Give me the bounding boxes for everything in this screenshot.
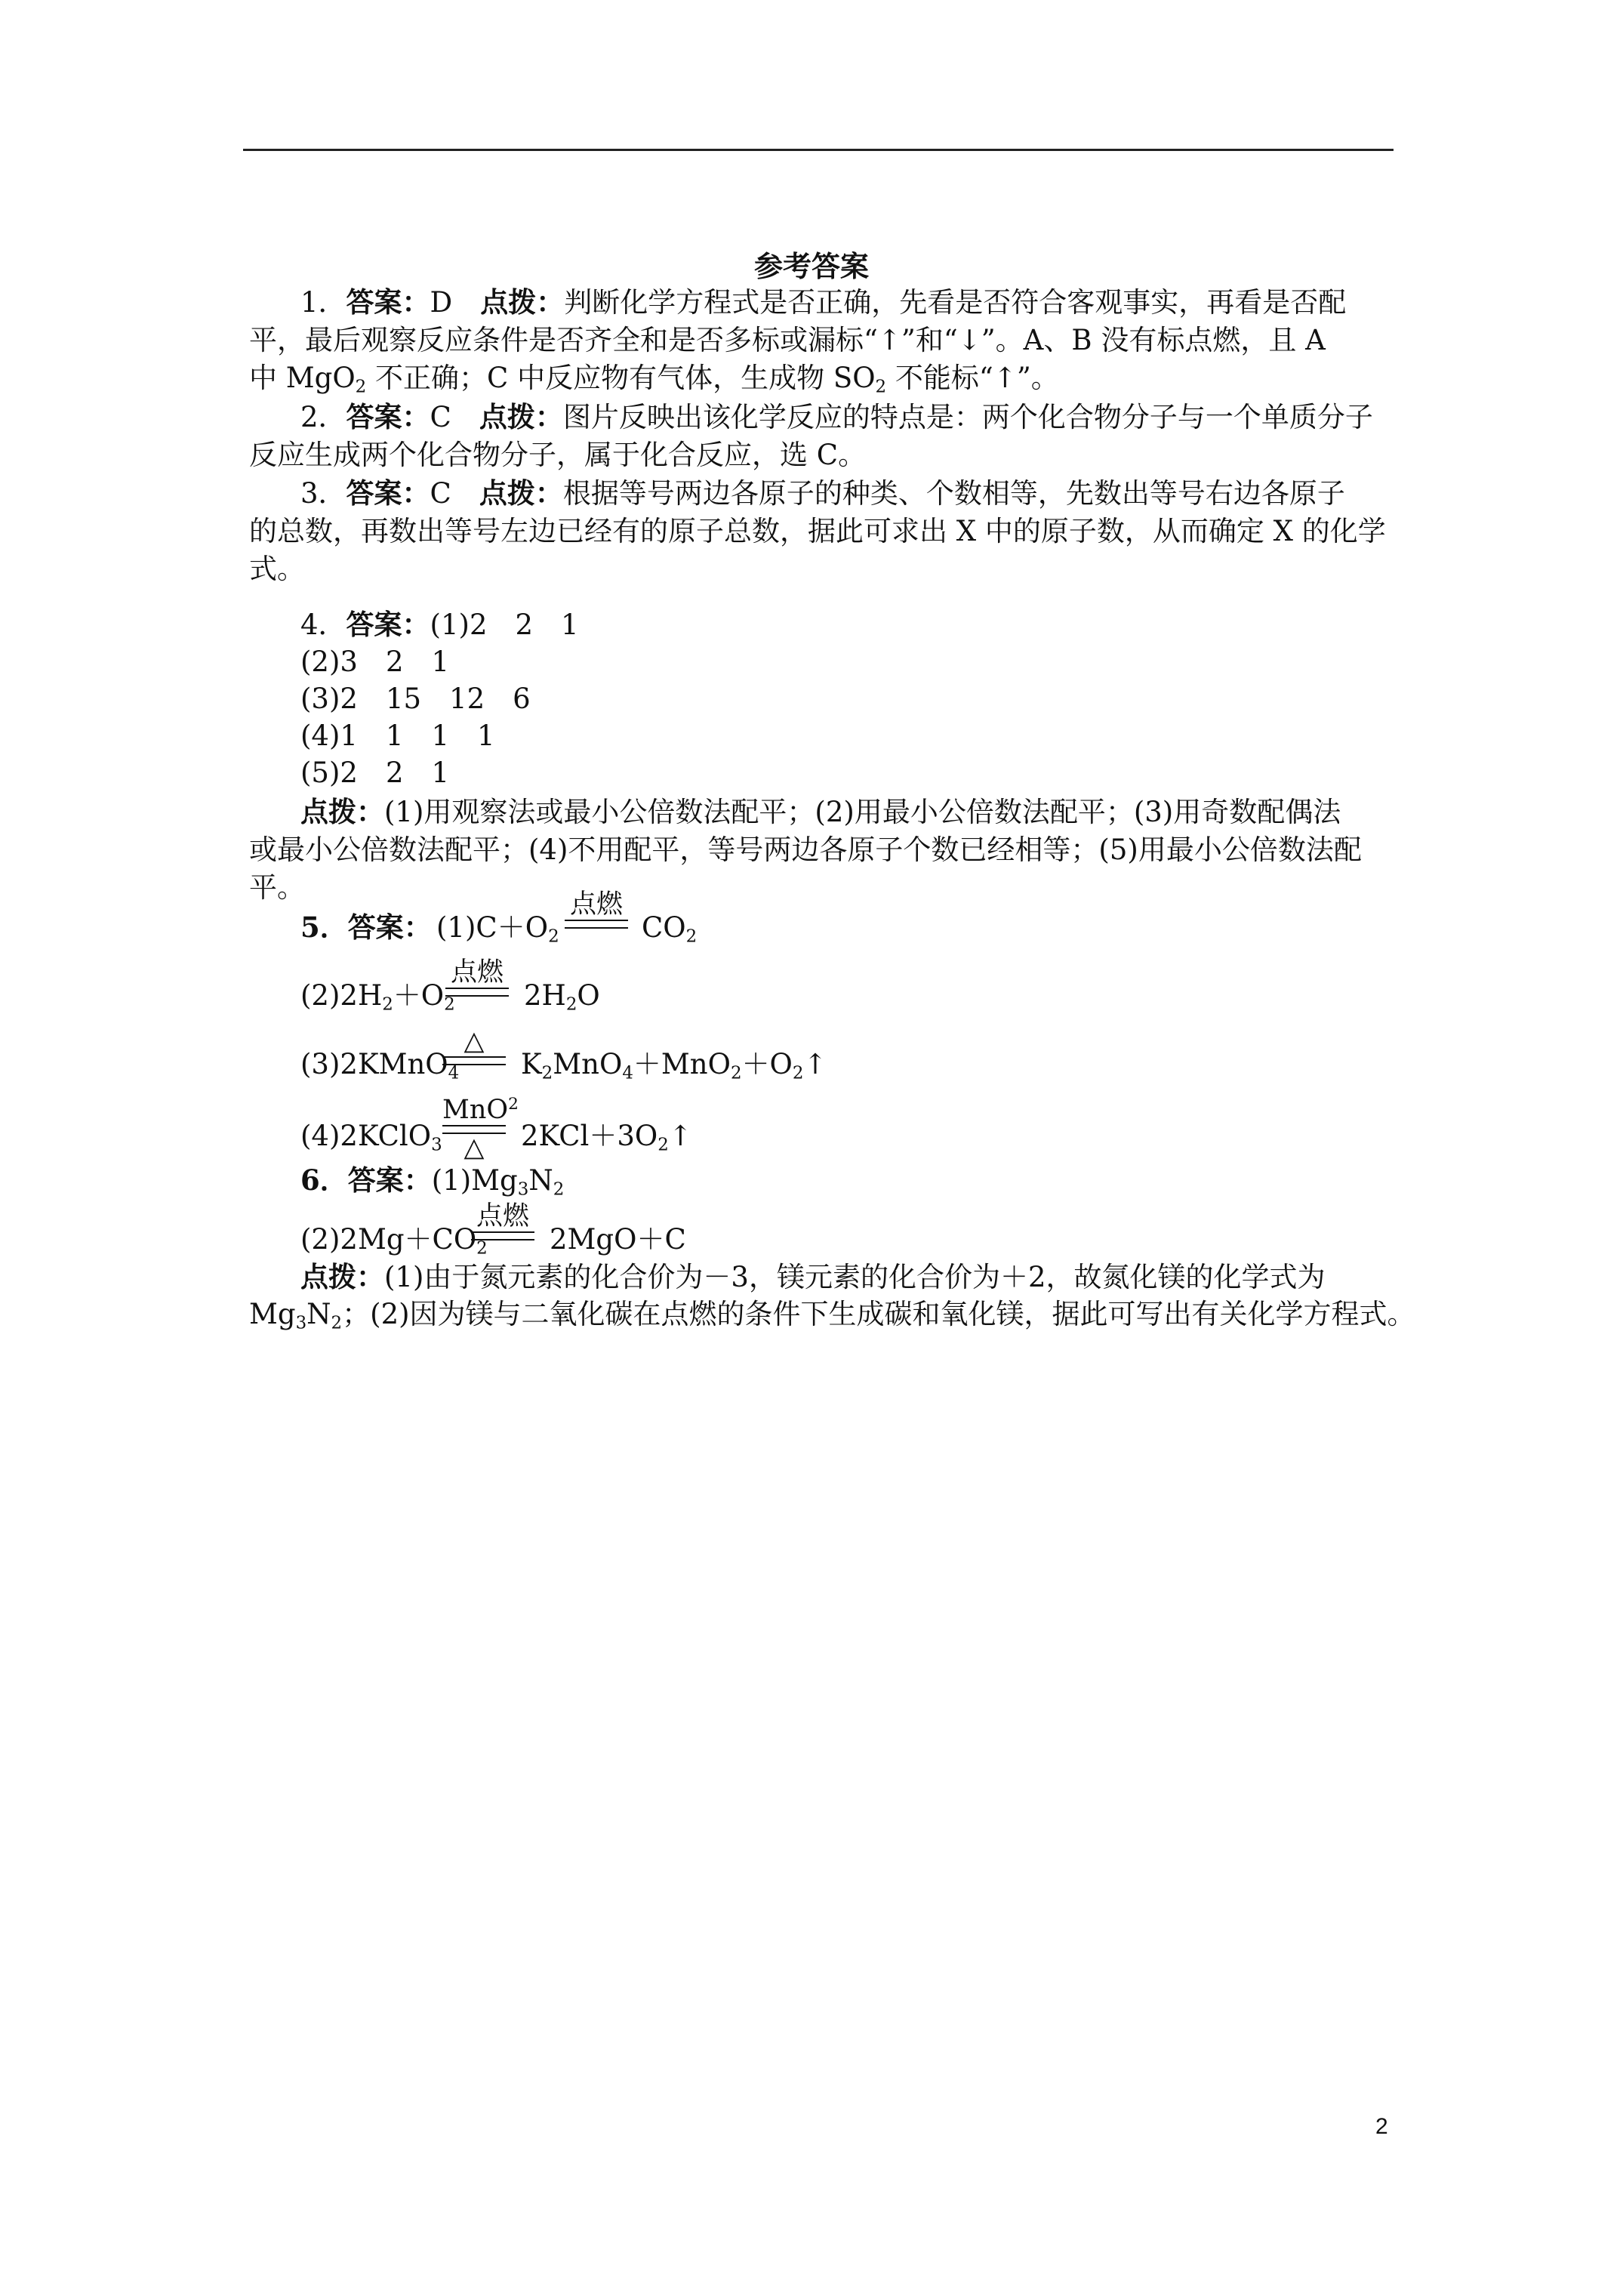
q6-tip-line-2 — [249, 1297, 1415, 1332]
q5-answer-label: 答案： — [347, 911, 432, 944]
q6-a1-sub1: 3 — [517, 1179, 529, 1200]
q1-number: 1． — [300, 286, 346, 319]
q4-answer-1: (1)2 2 1 — [430, 609, 579, 641]
q4-tip-text-2: 或最小公倍数法配平；(4)不用配平，等号两边各原子个数已经相等；(5)用最小公倍数法配 — [249, 834, 1362, 866]
q1-tip-text-2: 平，最后观察反应条件是否齐全和是否多标或漏标“↑”和“↓”。A、B 没有标点燃，且 A — [249, 324, 1326, 356]
q6-a1-mid: N — [528, 1164, 553, 1197]
q4-answer-5: (5)2 2 1 — [300, 757, 450, 789]
q6-t2-sub1: 3 — [295, 1313, 307, 1333]
q6-t2-sub2: 2 — [331, 1313, 343, 1333]
page-number: 2 — [1375, 2114, 1388, 2139]
q4-line-1 — [300, 607, 579, 643]
q3-answer-label: 答案： — [346, 476, 430, 510]
q1-l3-c: 不能标“↑”。 — [886, 362, 1059, 394]
q4-tip-text-3: 平。 — [249, 871, 305, 904]
q2-tip-text-2: 反应生成两个化合物分子，属于化合反应，选 C。 — [249, 439, 867, 471]
q5-e1-cond-text: 点燃 — [569, 889, 623, 920]
q5-equation-1 — [300, 877, 980, 945]
q5-e2-product-sub: 2 — [565, 994, 577, 1015]
q3-line-1 — [300, 476, 1345, 511]
q1-tip-label: 点拨： — [480, 285, 565, 319]
page-title: 参考答案 — [753, 249, 869, 283]
q6-t2-b: N — [306, 1298, 331, 1330]
q5-e2-cond-text: 点燃 — [450, 957, 504, 988]
q6-e2-products: 2MgO＋C — [550, 1223, 686, 1256]
q2-tip-text-1: 图片反映出该化学反应的特点是：两个化合物分子与一个单质分子 — [562, 401, 1373, 433]
q5-e4-reactant: (4)2KClO — [300, 1120, 432, 1152]
q1-line-3 — [249, 361, 1059, 396]
q1-answer: D — [430, 286, 453, 319]
q4-answer-2: (2)3 2 1 — [300, 646, 450, 678]
q5-e1-sub: 2 — [548, 926, 559, 947]
q5-e4-products: 2KCl＋3O — [521, 1120, 658, 1152]
q5-e1-condition — [565, 889, 628, 929]
q4-answer-label: 答案： — [346, 608, 430, 641]
q6-equation-2 — [300, 1189, 980, 1257]
q4-tip-line-1 — [300, 794, 1341, 830]
q5-e3-p2: MnO — [553, 1048, 623, 1080]
q3-tip-label: 点拨： — [479, 476, 563, 510]
q5-e4-condition — [442, 1095, 519, 1163]
q1-l3-sub2: 2 — [875, 377, 887, 397]
q5-e2-r2: ＋O — [393, 979, 445, 1012]
q4-number: 4． — [300, 609, 346, 641]
q6-number: 6． — [300, 1163, 348, 1197]
q6-a1-sub2: 2 — [553, 1179, 565, 1200]
q5-e3-reactant: (3)2KMnO — [300, 1048, 448, 1080]
q1-l3-b: 不正确；C 中反应物有气体，生成物 SO — [366, 362, 876, 394]
q1-answer-label: 答案： — [346, 285, 430, 319]
q5-e4-products-sub: 2 — [658, 1135, 669, 1155]
q2-number: 2． — [300, 401, 346, 433]
q5-e3-p1-sub: 2 — [541, 1063, 553, 1083]
q6-e2-cond-text: 点燃 — [476, 1201, 529, 1231]
q6-e2-condition — [471, 1201, 534, 1240]
q5-e1-product: CO — [642, 911, 686, 944]
q5-e2-r1: (2)2H — [300, 979, 383, 1012]
q3-answer: C — [430, 477, 451, 510]
q5-e3-p3-sub: 2 — [730, 1063, 742, 1083]
q6-a1-pre: (1)Mg — [431, 1164, 518, 1197]
q6-e2-reactants: (2)2Mg＋CO — [300, 1223, 477, 1256]
q5-e4-heat-symbol: △ — [463, 1133, 485, 1163]
q4-tip-text-1: (1)用观察法或最小公倍数法配平；(2)用最小公倍数法配平；(3)用奇数配偶法 — [384, 796, 1341, 828]
q6-e2-sub: 2 — [476, 1238, 488, 1259]
q1-tip-text-1: 判断化学方程式是否正确，先看是否符合客观事实，再看是否配 — [564, 286, 1347, 319]
q1-l3-sub1: 2 — [355, 377, 367, 397]
q3-tip-text-3: 式。 — [249, 553, 305, 585]
q5-e3-gas-arrow: ↑ — [803, 1048, 827, 1080]
q1-l3-a: 中 MgO — [249, 362, 356, 394]
q3-tip-text-1: 根据等号两边各原子的种类、个数相等，先数出等号右边各原子 — [562, 477, 1345, 510]
q6-tip-text-1: (1)由于氮元素的化合价为－3，镁元素的化合价为＋2，故氮化镁的化学式为 — [384, 1261, 1326, 1293]
q5-e1-reactants: (1)C＋O — [436, 911, 549, 944]
q5-number: 5． — [300, 911, 348, 944]
q2-answer: C — [430, 401, 451, 433]
q5-e2-condition — [445, 957, 509, 997]
q3-number: 3． — [300, 477, 346, 510]
q5-e2-r2-sub: 2 — [444, 994, 455, 1015]
q5-equation-3 — [300, 1014, 1055, 1082]
q5-e3-reactant-sub: 4 — [448, 1063, 460, 1083]
q6-tip-label: 点拨： — [300, 1260, 384, 1293]
q1-line-1 — [300, 285, 1346, 320]
q5-e2-product-2: O — [577, 979, 600, 1012]
q6-t2-c: ；(2)因为镁与二氧化碳在点燃的条件下生成碳和氧化镁，据此可写出有关化学方程式。 — [342, 1298, 1415, 1330]
q5-e3-p1: K — [521, 1048, 542, 1080]
q5-e3-p4: ＋O — [741, 1048, 793, 1080]
q5-e3-p2-sub: 4 — [622, 1063, 633, 1083]
q2-answer-label: 答案： — [346, 400, 430, 433]
q5-e3-cond-text: △ — [463, 1026, 485, 1056]
q5-e4-catalyst: MnO — [442, 1095, 509, 1125]
q5-e4-gas-arrow: ↑ — [668, 1120, 692, 1152]
q3-tip-text-2: 的总数，再数出等号左边已经有的原子总数，据此可求出 X 中的原子数，从而确定 X 的化学 — [249, 515, 1386, 547]
q4-answer-3: (3)2 15 12 6 — [300, 683, 531, 715]
q2-tip-label: 点拨： — [479, 400, 563, 433]
q5-e2-product: 2H — [524, 979, 566, 1012]
q5-e2-r1-sub: 2 — [382, 994, 393, 1015]
q5-e4-catalyst-sup: 2 — [508, 1095, 519, 1114]
header-rule — [243, 149, 1394, 151]
q5-equation-4 — [300, 1086, 1055, 1161]
q4-answer-4: (4)1 1 1 1 — [300, 720, 495, 752]
q5-e4-reactant-sub: 3 — [431, 1135, 442, 1155]
q5-e3-condition — [442, 1026, 506, 1065]
q2-line-1 — [300, 399, 1373, 435]
q5-e1-product-sub: 2 — [685, 926, 698, 947]
q5-e3-p3: ＋MnO — [633, 1048, 731, 1080]
q6-answer-label: 答案： — [347, 1163, 432, 1197]
q5-e3-p4-sub: 2 — [792, 1063, 804, 1083]
q6-tip-line-1 — [300, 1259, 1326, 1295]
q5-equation-2 — [300, 945, 980, 1013]
q6-t2-a: Mg — [249, 1298, 296, 1330]
q4-tip-label: 点拨： — [300, 795, 384, 828]
